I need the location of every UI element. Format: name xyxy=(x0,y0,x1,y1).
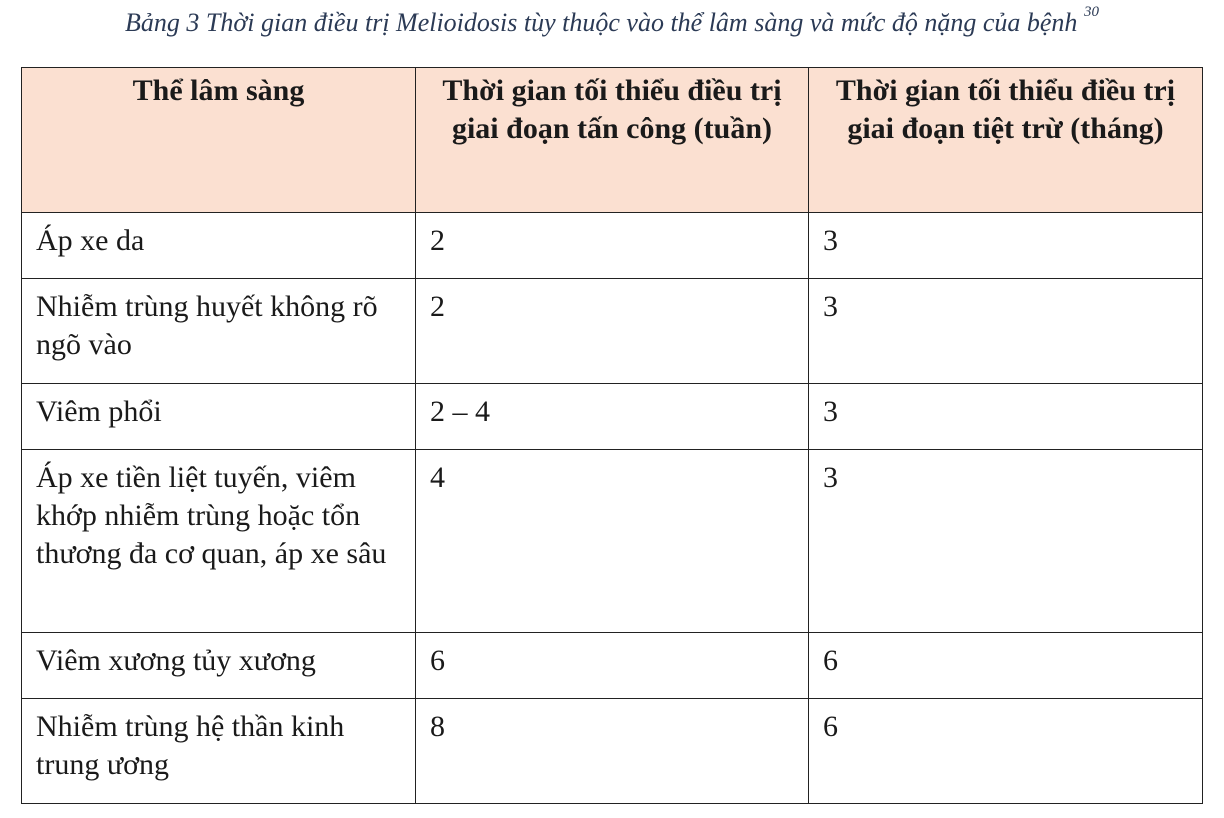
table-row xyxy=(22,279,1203,384)
table-row xyxy=(22,633,1203,699)
header-intensive-phase: Thời gian tối thiểu điều trị giai đoạn tấn công (tuần) xyxy=(416,68,809,213)
cell-intensive-weeks: 2 xyxy=(416,213,809,279)
cell-eradication-months: 3 xyxy=(809,279,1203,384)
header-clinical-form: Thể lâm sàng xyxy=(22,68,416,213)
cell-intensive-weeks: 2 xyxy=(416,279,809,384)
cell-clinical-form: Nhiễm trùng hệ thần kinh trung ương xyxy=(22,699,416,804)
cell-eradication-months: 3 xyxy=(809,213,1203,279)
table-row xyxy=(22,699,1203,804)
caption-text: Bảng 3 Thời gian điều trị Melioidosis tùy thuộc vào thể lâm sàng và mức độ nặng của bệnh xyxy=(125,8,1078,37)
table-row xyxy=(22,213,1203,279)
header-eradication-phase: Thời gian tối thiểu điều trị giai đoạn tiệt trừ (tháng) xyxy=(809,68,1203,213)
cell-intensive-weeks: 6 xyxy=(416,633,809,699)
cell-clinical-form: Viêm phổi xyxy=(22,384,416,450)
cell-eradication-months: 6 xyxy=(809,699,1203,804)
cell-eradication-months: 3 xyxy=(809,384,1203,450)
table-row xyxy=(22,384,1203,450)
cell-intensive-weeks: 4 xyxy=(416,450,809,633)
cell-intensive-weeks: 8 xyxy=(416,699,809,804)
cell-clinical-form: Áp xe tiền liệt tuyến, viêm khớp nhiễm trùng hoặc tổn thương đa cơ quan, áp xe sâu xyxy=(22,450,416,633)
cell-clinical-form: Viêm xương tủy xương xyxy=(22,633,416,699)
cell-intensive-weeks: 2 – 4 xyxy=(416,384,809,450)
table-row xyxy=(22,450,1203,633)
cell-eradication-months: 6 xyxy=(809,633,1203,699)
table-header-row xyxy=(22,68,1203,213)
cell-clinical-form: Nhiễm trùng huyết không rõ ngõ vào xyxy=(22,279,416,384)
caption-reference: 30 xyxy=(1083,4,1099,20)
table-caption xyxy=(0,4,1224,38)
cell-clinical-form: Áp xe da xyxy=(22,213,416,279)
cell-eradication-months: 3 xyxy=(809,450,1203,633)
treatment-duration-table xyxy=(21,67,1203,804)
